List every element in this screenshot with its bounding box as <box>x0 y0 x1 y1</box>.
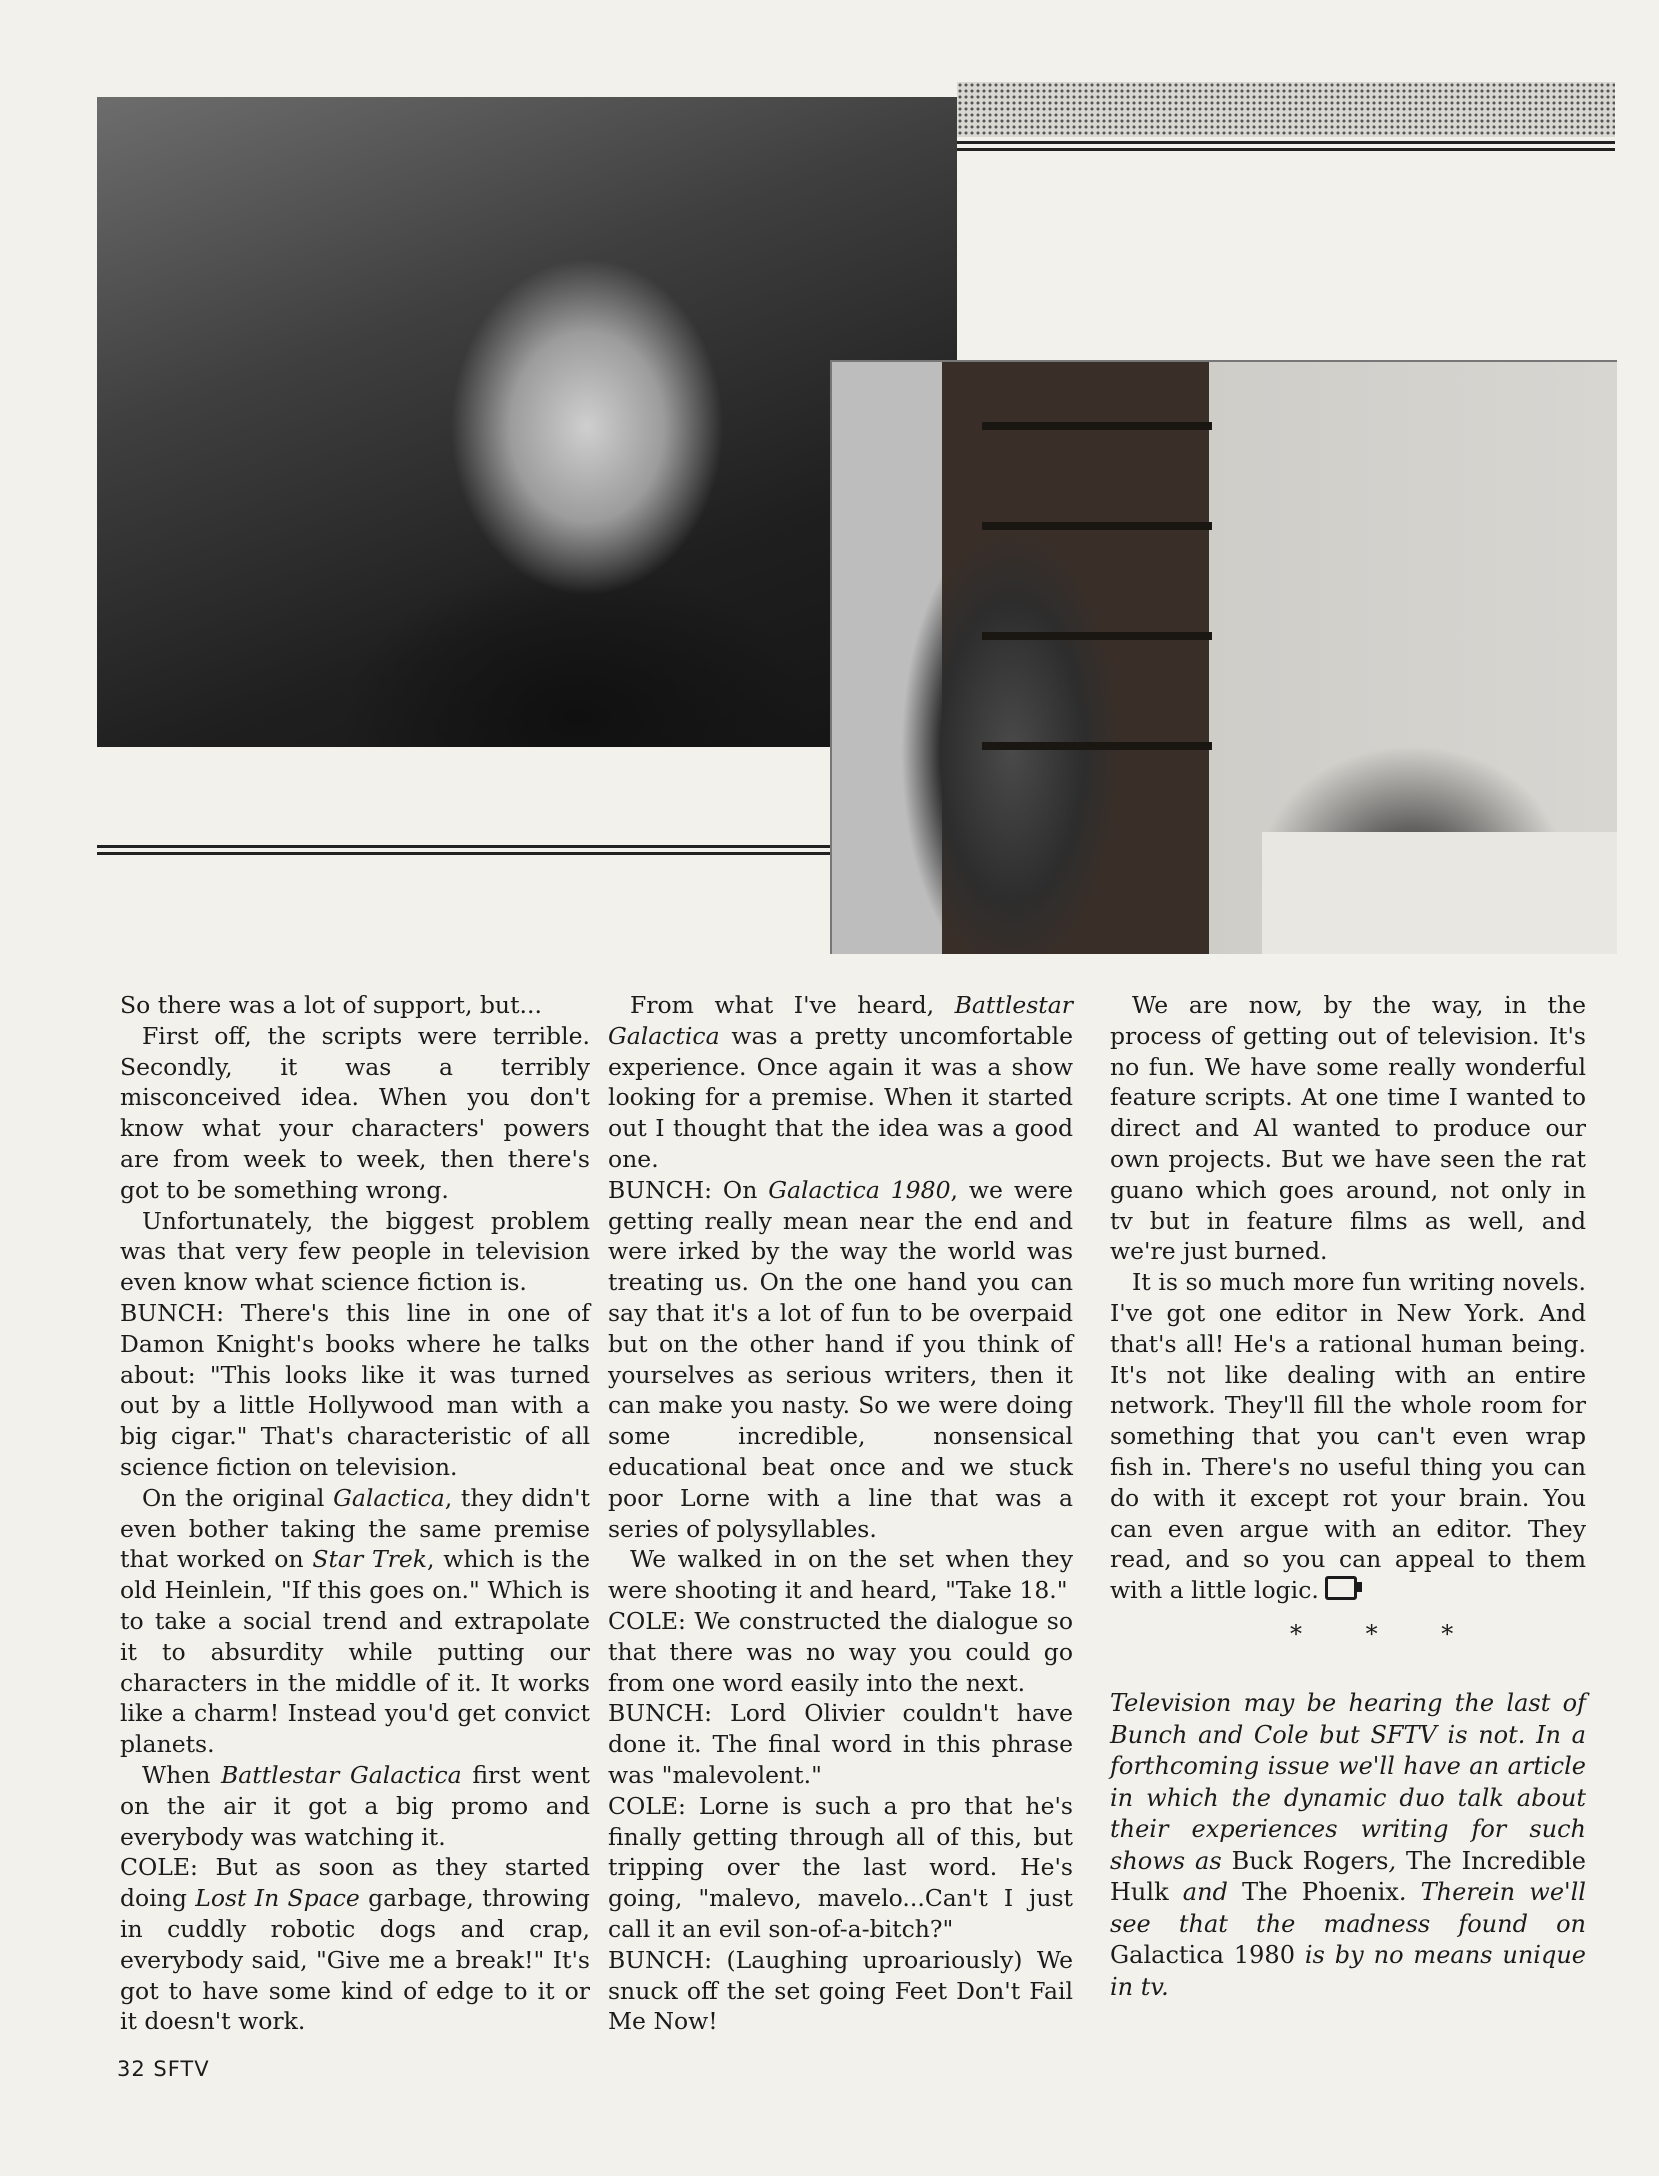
bottom-rule-1 <box>97 845 830 848</box>
tv-set-icon <box>1325 1576 1357 1600</box>
paragraph: BUNCH: There's this line in one of Damon Knight's books where he talks about: "This looks like it was turned out by a little Hollywood man with a big cigar." That's characteristic of all science fiction on television. <box>120 1298 590 1481</box>
paragraph: First off, the scripts were terrible. Secondly, it was a terribly misconceived idea. When you don't know what your characters' powers are from week to week, then there's got to be something wrong. <box>120 1021 590 1204</box>
article-column-1 <box>120 990 590 2037</box>
paragraph: We are now, by the way, in the process of getting out of television. It's no fun. We have some really wonderful feature scripts. At one time I wanted to direct and Al wanted to produce our own projects. But we have seen the rat guano which goes around, not only in tv but in feature films as well, and we're just burned. <box>1110 991 1586 1266</box>
paragraph: So there was a lot of support, but... <box>120 991 542 1019</box>
editor-afterword: Television may be hearing the last of Bunch and Cole but SFTV is not. In a forthcoming issue we'll have an article in which the dynamic duo talk about their experiences writing for such shows as Buck Rogers, The Incredible Hulk and The Phoenix. Therein we'll see that the madness found on Galactica 1980 is by no means unique in tv. <box>1110 1689 1586 2001</box>
page-folio: 32 SFTV <box>117 2057 210 2081</box>
bearded-man-photo <box>97 97 957 747</box>
paragraph: On the original Galactica, they didn't even bother taking the same premise that worked on Star Trek, which is the old Heinlein, "If this goes on." Which is to take a social trend and extrapolate it to absurdity while putting our characters in the middle of it. It works like a charm! Instead you'd get convict planets. <box>120 1483 590 1759</box>
paragraph: BUNCH: (Laughing uproariously) We snuck off the set going Feet Don't Fail Me Now! <box>608 1945 1073 2036</box>
bottom-rule-2 <box>97 852 830 855</box>
halftone-pattern <box>957 82 1615 137</box>
article-column-2 <box>608 990 1073 2037</box>
section-separator: * * * <box>1290 1620 1482 1648</box>
paragraph: From what I've heard, Battlestar Galactica was a pretty uncomfortable experience. Once again it was a show looking for a premise. When it started out I thought that the idea was a good one. <box>608 991 1073 1173</box>
article-column-3 <box>1110 990 1586 1606</box>
paragraph: COLE: We constructed the dialogue so that there was no way you could go from one word easily into the next. <box>608 1606 1073 1697</box>
paragraph: BUNCH: On Galactica 1980, we were getting really mean near the end and were irked by the way the world was treating us. On the one hand you can say that it's a lot of fun to be overpaid but on the other hand if you think of yourselves as serious writers, then it can make you nasty. So we were doing some incredible, nonsensical educational beat once and we stuck poor Lorne with a line that was a series of polysyllables. <box>608 1175 1073 1543</box>
paragraph: COLE: Lorne is such a pro that he's finally getting through all of this, but tripping over the last word. He's going, "malevo, mavelo...Can't I just call it an evil son-of-a-bitch?" <box>608 1791 1073 1943</box>
paragraph: It is so much more fun writing novels. I've got one editor in New York. And that's all! He's a rational human being. It's not like dealing with an entire network. They'll fill the whole room for something that you can't even wrap fish in. There's no useful thing you can do with it except rot your brain. You can even argue with an editor. They read, and so you can appeal to them with a little logic. <box>1110 1268 1586 1605</box>
top-rule-2 <box>957 148 1615 151</box>
paragraph: Unfortunately, the biggest problem was that very few people in television even know what science fiction is. <box>120 1206 590 1297</box>
paragraph: COLE: But as soon as they started doing Lost In Space garbage, throwing in cuddly robotic dogs and crap, everybody said, "Give me a break!" It's got to have some kind of edge to it or it doesn't work. <box>120 1853 590 2036</box>
paragraph: BUNCH: Lord Olivier couldn't have done it. The final word in this phrase was "malevolent." <box>608 1699 1073 1789</box>
paragraph: We walked in on the set when they were shooting it and heard, "Take 18." <box>608 1545 1073 1605</box>
paragraph: When Battlestar Galactica first went on the air it got a big promo and everybody was watching it. <box>120 1760 590 1851</box>
top-rule-1 <box>957 141 1615 144</box>
writers-office-photo <box>830 360 1617 954</box>
